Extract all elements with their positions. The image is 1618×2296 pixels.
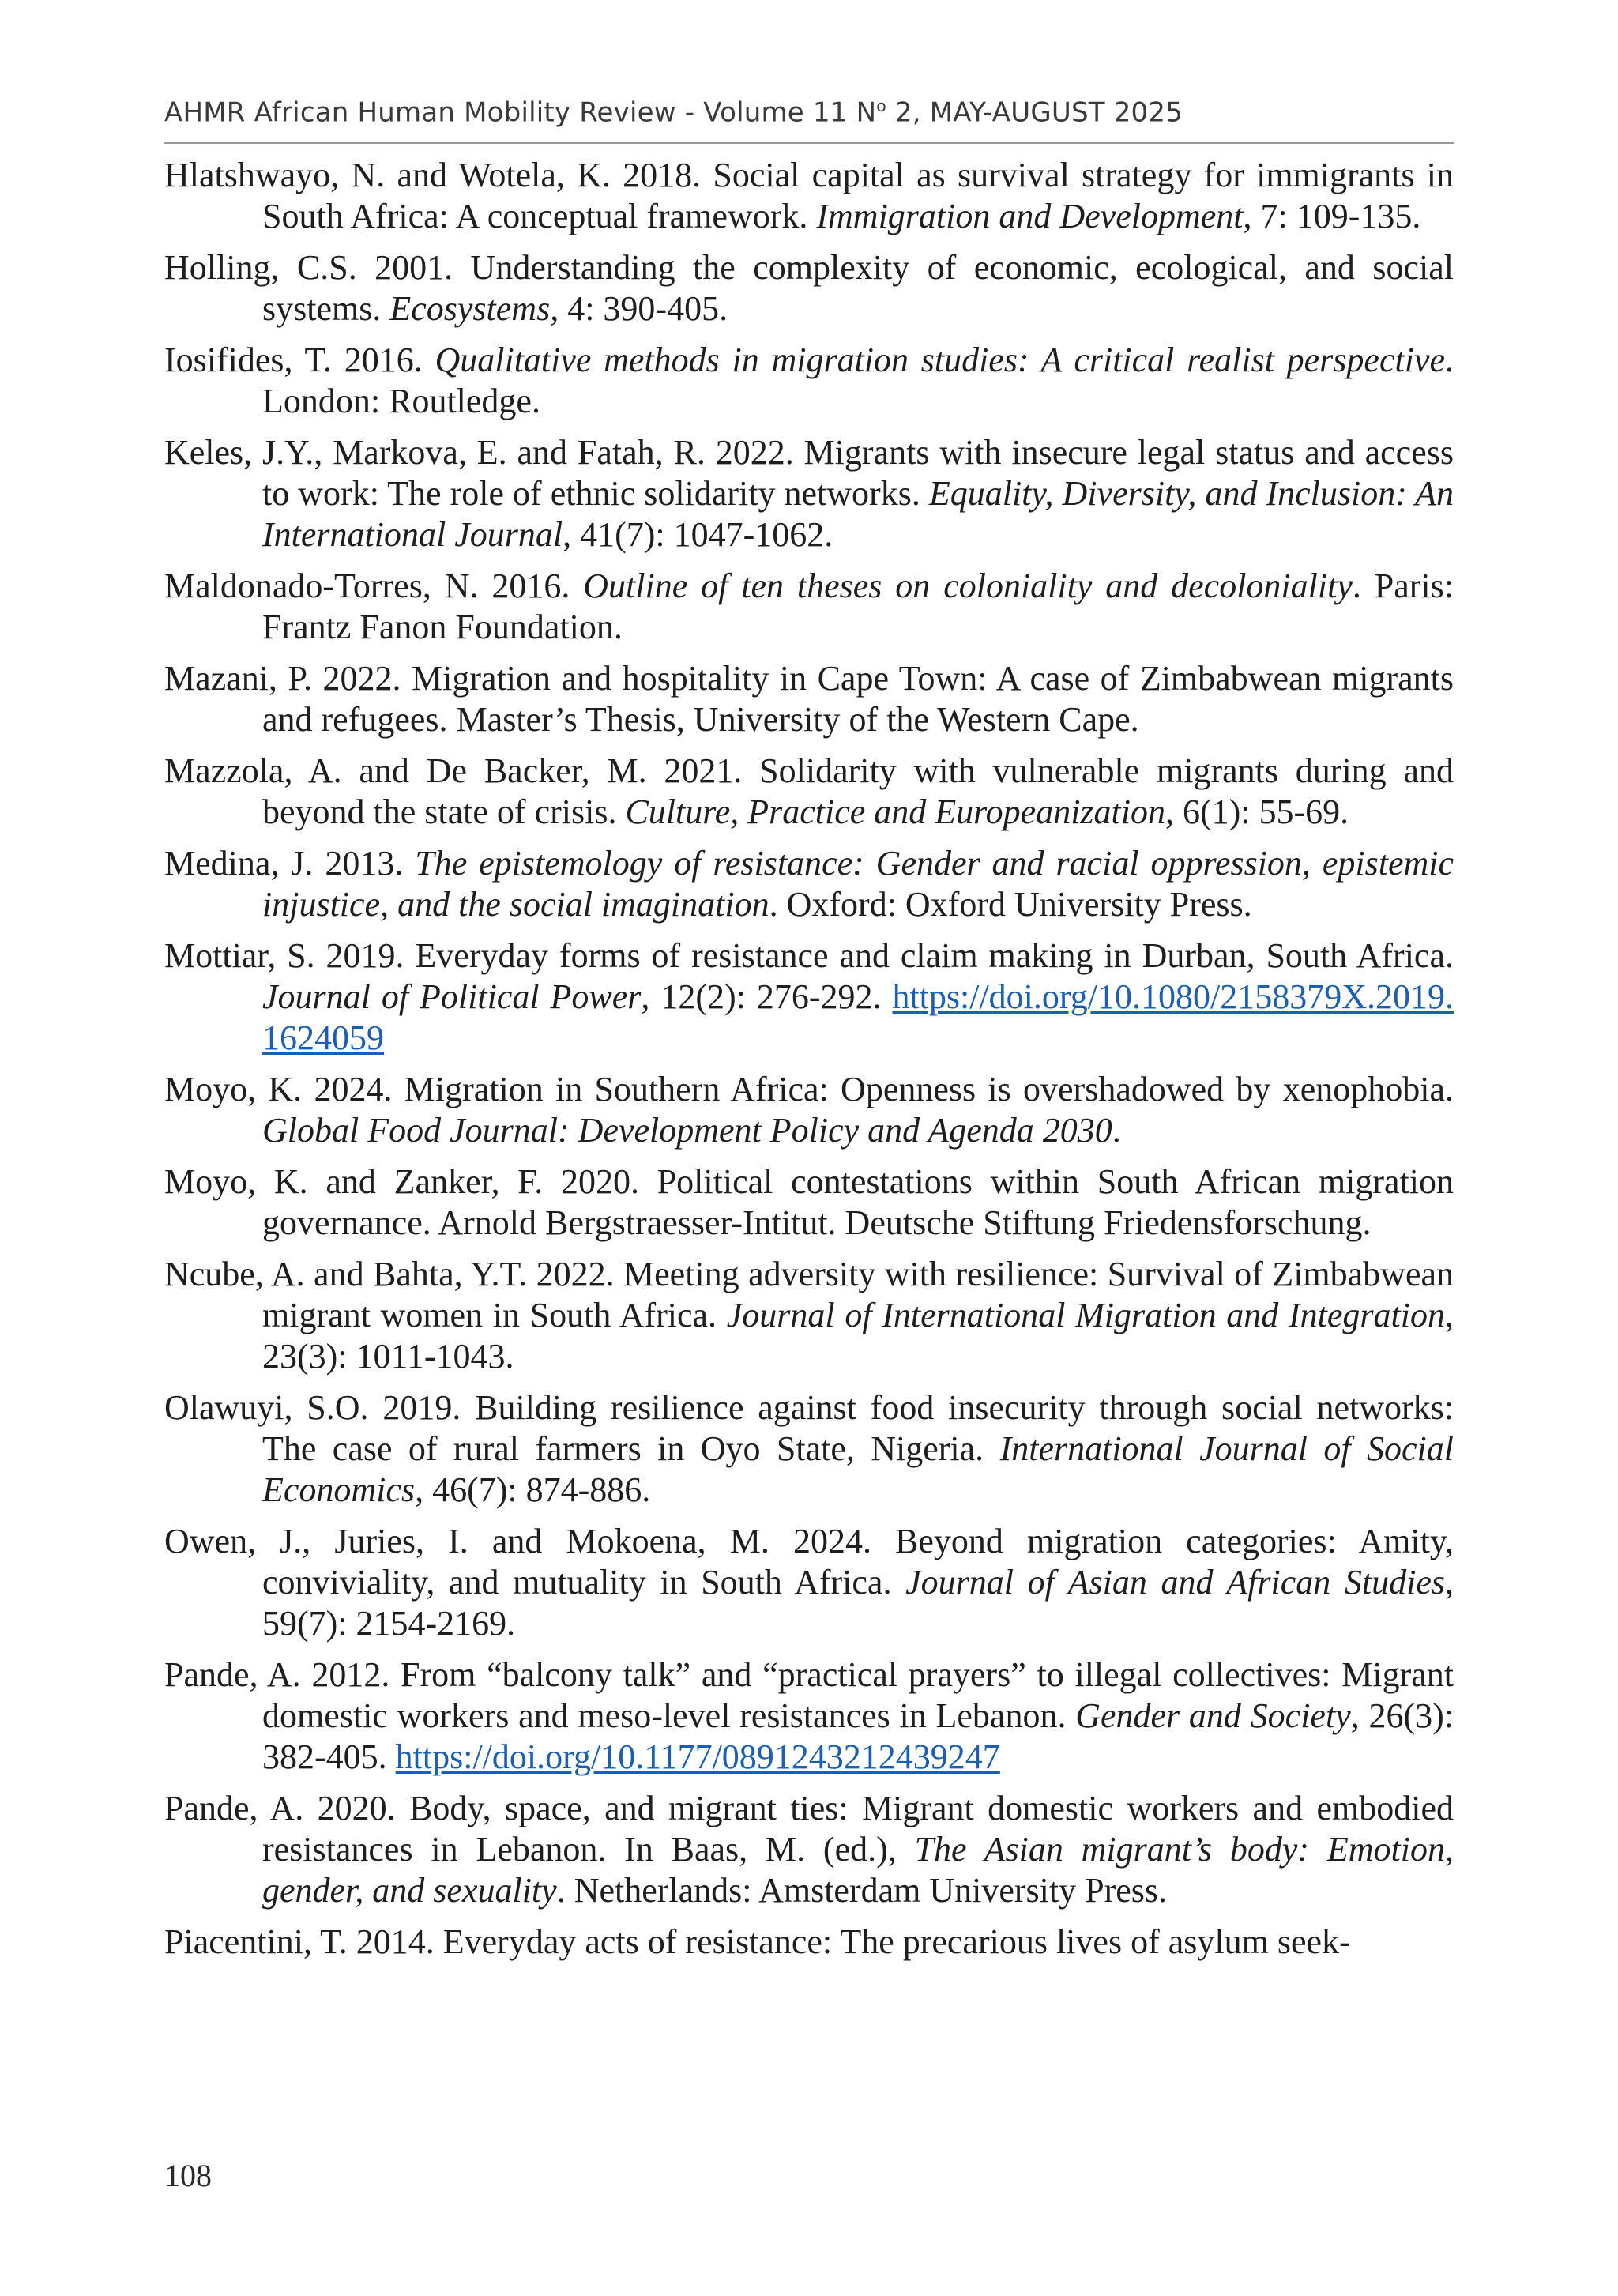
reference-title: Ecosystems [389,289,551,328]
reference-entry [164,432,1454,555]
header-rule [164,142,1454,144]
reference-details: , 12(2): 276-292. [641,977,893,1016]
reference-details: , 23(3): 1011-1043. [262,1296,1454,1376]
reference-entry [164,1788,1454,1911]
reference-entry [164,247,1454,329]
reference-details: . [1112,1111,1121,1150]
reference-title: Journal of International Migration and Integration [726,1296,1445,1334]
reference-details: . Netherlands: Amsterdam University Press. [556,1871,1168,1910]
reference-entry [164,1521,1454,1644]
reference-text: Mazani, P. 2022. Migration and hospitality in Cape Town: A case of Zimbabwean migrants and refugees. Master’s Thesis, University of the Western Cape. [164,659,1454,739]
reference-text: Ncube, A. and Bahta, Y.T. 2022. Meeting adversity with resilience: Survival of Zimbabwean migrant women in South Africa. [164,1255,1454,1334]
reference-title: The Asian migrant’s body: Emotion, gender, and sexuality [262,1830,1454,1910]
reference-list [164,155,1454,1973]
reference-details: , 26(3): 382-405. [262,1696,1454,1776]
running-head [164,96,1454,128]
reference-details: . Paris: Frantz Fanon Foundation. [262,566,1454,646]
reference-text: Maldonado-Torres, N. 2016. [164,566,584,605]
reference-entry [164,1921,1454,1963]
reference-details: , 4: 390-405. [550,289,728,328]
reference-text: Moyo, K. and Zanker, F. 2020. Political contestations within South African migration governance. Arnold Bergstraesser-Intitut. Deutsche Stiftung Friedensforschung. [164,1162,1454,1242]
reference-details: . London: Routledge. [262,341,1454,420]
reference-title: Journal of Asian and African Studies [905,1563,1445,1602]
reference-text: Holling, C.S. 2001. Understanding the complexity of economic, ecological, and social systems. [164,248,1454,328]
doi-link[interactable]: https://doi.org/10.1177/0891243212439247 [395,1737,1000,1776]
reference-entry [164,566,1454,648]
reference-title: Culture, Practice and Europeanization [625,792,1165,831]
reference-title: International Journal of Social Economics [262,1429,1454,1509]
reference-text: Mazzola, A. and De Backer, M. 2021. Solidarity with vulnerable migrants during and beyond the state of crisis. [164,751,1454,831]
reference-text: Hlatshwayo, N. and Wotela, K. 2018. Social capital as survival strategy for immigrants in South Africa: A conceptual framework. [164,156,1454,235]
journal-title: AHMR African Human Mobility Review - Volume 11 N [164,96,877,129]
reference-title: Journal of Political Power [262,977,642,1016]
reference-text: Pande, A. 2012. From “balcony talk” and “practical prayers” to illegal collectives: Migrant domestic workers and meso-level resistances in Lebanon. [164,1655,1454,1735]
reference-title: Global Food Journal: Development Policy and Agenda 2030 [262,1111,1112,1150]
reference-entry [164,751,1454,833]
reference-text: Olawuyi, S.O. 2019. Building resilience against food insecurity through social networks: The case of rural farmers in Oyo State, Nigeria. [164,1388,1454,1468]
reference-entry [164,935,1454,1059]
reference-entry [164,1387,1454,1511]
reference-title: Qualitative methods in migration studies: A critical realist perspective [435,341,1445,379]
reference-details: , 46(7): 874-886. [415,1470,651,1509]
doi-link[interactable]: https://doi.org/10.1080/2158379X.2019.1624059 [262,977,1454,1057]
issue-info: 2, MAY-AUGUST 2025 [886,96,1183,129]
reference-entry [164,1654,1454,1778]
page-number: 108 [164,2158,212,2193]
reference-entry [164,155,1454,237]
reference-details: . Oxford: Oxford University Press. [769,885,1252,924]
reference-title: Equality, Diversity, and Inclusion: An International Journal [262,474,1454,554]
reference-title: Gender and Society [1075,1696,1351,1735]
reference-entry [164,843,1454,925]
reference-text: Medina, J. 2013. [164,844,416,883]
reference-entry [164,658,1454,740]
reference-text: Mottiar, S. 2019. Everyday forms of resistance and claim making in Durban, South Africa. [164,936,1454,975]
reference-details: , 6(1): 55-69. [1165,792,1349,831]
reference-text: Pande, A. 2020. Body, space, and migrant ties: Migrant domestic workers and embodied resistances in Lebanon. In Baas, M. (ed.), [164,1789,1454,1869]
reference-title: Immigration and Development [816,197,1244,235]
reference-text: Iosifides, T. 2016. [164,341,435,379]
reference-text: Piacentini, T. 2014. Everyday acts of resistance: The precarious lives of asylum seek- [164,1922,1351,1961]
reference-text: Moyo, K. 2024. Migration in Southern Africa: Openness is overshadowed by xenophobia. [164,1070,1454,1108]
reference-title: Outline of ten theses on coloniality and decoloniality [583,566,1353,605]
reference-details: , 59(7): 2154-2169. [262,1563,1454,1643]
reference-title: The epistemology of resistance: Gender and racial oppression, epistemic injustice, and the social imagination [262,844,1454,924]
reference-text: Keles, J.Y., Markova, E. and Fatah, R. 2022. Migrants with insecure legal status and access to work: The role of ethnic solidarity networks. [164,433,1454,513]
reference-entry [164,1254,1454,1377]
reference-details: , 7: 109-135. [1243,197,1421,235]
reference-entry [164,1161,1454,1244]
reference-entry [164,1069,1454,1151]
reference-entry [164,340,1454,422]
reference-text: Owen, J., Juries, I. and Mokoena, M. 2024. Beyond migration categories: Amity, conviviality, and mutuality in South Africa. [164,1522,1454,1602]
number-superscript: o [876,96,886,115]
reference-details: , 41(7): 1047-1062. [563,515,833,554]
